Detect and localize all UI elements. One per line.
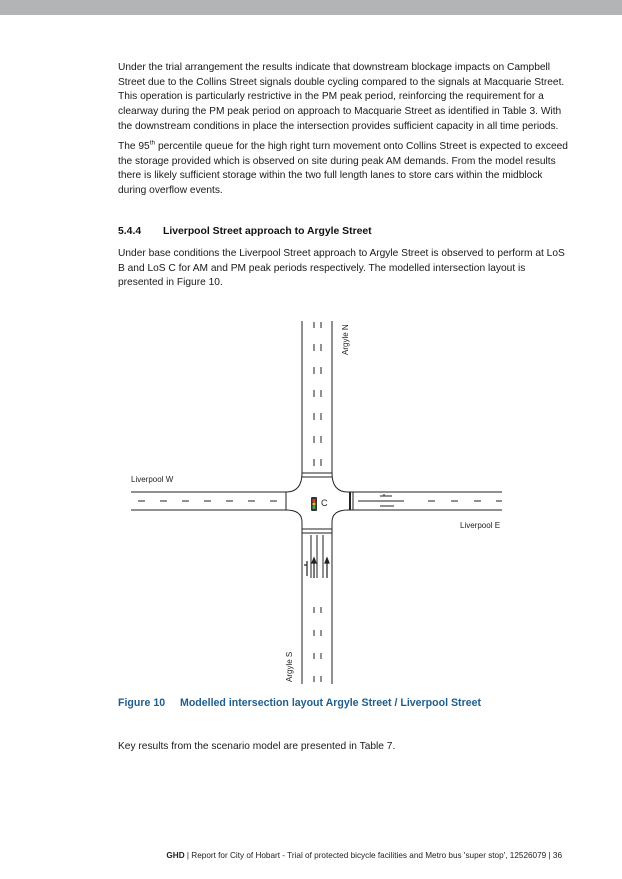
body-text <box>118 61 568 204</box>
paragraph-2 <box>118 140 568 199</box>
section-heading <box>118 226 568 237</box>
paragraph-2-start: The 95 <box>118 141 150 153</box>
paragraph-4: Key results from the scenario model are presented in Table 7. <box>118 741 396 752</box>
footer-text: | Report for City of Hobart - Trial of protected bicycle facilities and Metro bus 'super stop', 12526079 | 36 <box>184 851 562 860</box>
page-footer <box>166 851 562 860</box>
paragraph-1: Under the trial arrangement the results indicate that downstream blockage impacts on Campbell Street due to the Collins Street signals double cycling compared to the signals at Macquarie Street. This operation is particularly restrictive in the PM peak period, reinforcing the requirement for a clearway during the PM peak period on approach to Macquarie Street as identified in Table 3. With the downstream conditions in place the intersection provides sufficient capacity in all time periods. <box>118 62 565 132</box>
label-argyle-north: Argyle N <box>341 324 350 355</box>
section-title: Liverpool Street approach to Argyle Street <box>163 226 372 237</box>
paragraph-2-rest: percentile queue for the high right turn movement onto Collins Street is expected to exceed the storage provided which is observed on site during peak AM demands. From the model results there is likely sufficient storage within the two full length lanes to store cars within the midblock during overflow events. <box>118 141 568 197</box>
header-bar <box>0 0 622 15</box>
north-lane-markings <box>314 322 321 466</box>
south-lane-markings <box>311 535 323 682</box>
intersection-diagram <box>118 316 518 688</box>
label-liverpool-east: Liverpool E <box>460 521 501 530</box>
paragraph-3: Under base conditions the Liverpool Street approach to Argyle Street is observed to perform at LoS B and LoS C for AM and PM peak periods respectively. The modelled intersection layout is presented in Figure 10. <box>118 248 565 289</box>
figure-number: Figure 10 <box>118 697 166 709</box>
label-liverpool-west: Liverpool W <box>131 475 174 484</box>
traffic-signal-icon <box>311 497 317 511</box>
east-lane-markings <box>358 494 502 506</box>
footer-brand: GHD <box>166 851 185 860</box>
signal-label: C <box>321 498 328 508</box>
figure-caption <box>118 697 568 709</box>
section-number: 5.4.4 <box>118 226 142 237</box>
figure-title: Modelled intersection layout Argyle Street / Liverpool Street <box>180 697 482 709</box>
label-argyle-south: Argyle S <box>285 651 294 682</box>
superscript-th: th <box>149 139 156 147</box>
